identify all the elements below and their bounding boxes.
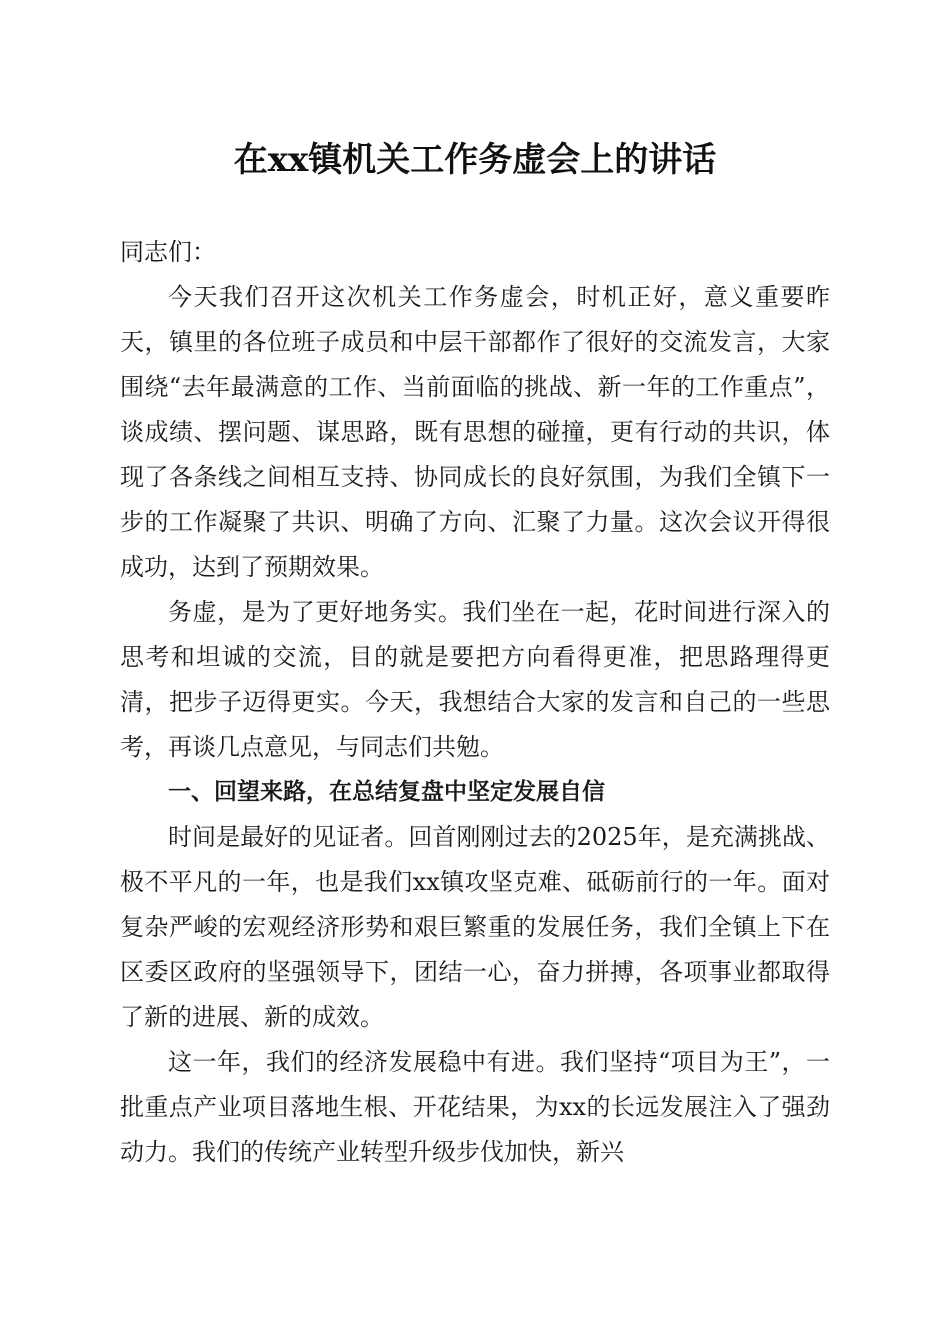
- paragraph-opening: 今天我们召开这次机关工作务虚会，时机正好，意义重要昨天，镇里的各位班子成员和中层干部都作了很好的交流发言，大家围绕“去年最满意的工作、当前面临的挑战、新一年的工作重点”，谈成绩、摆问题、谋思路，既有思想的碰撞，更有行动的共识，体现了各条线之间相互支持、协同成长的良好氛围，为我们全镇下一步的工作凝聚了共识、明确了方向、汇聚了力量。这次会议开得很成功，达到了预期效果。: [120, 283, 830, 581]
- section-heading-1: 一、回望来路，在总结复盘中坚定发展自信: [168, 779, 605, 805]
- paragraph-purpose: 务虚，是为了更好地务实。我们坐在一起，花时间进行深入的思考和坦诚的交流，目的就是要把方向看得更准，把思路理得更清，把步子迈得更实。今天，我想结合大家的发言和自己的一些思考，再谈几点意见，与同志们共勉。: [120, 598, 830, 761]
- paragraph-economy: 这一年，我们的经济发展稳中有进。我们坚持“项目为王”，一批重点产业项目落地生根、开花结果，为xx的长远发展注入了强劲动力。我们的传统产业转型升级步伐加快，新兴: [120, 1048, 830, 1166]
- salutation: 同志们：: [120, 238, 216, 266]
- document-title: 在xx镇机关工作务虚会上的讲话: [233, 140, 717, 180]
- paragraph-review: 时间是最好的见证者。回首刚刚过去的2025年，是充满挑战、极不平凡的一年，也是我们xx镇攻坚克难、砥砺前行的一年。面对复杂严峻的宏观经济形势和艰巨繁重的发展任务，我们全镇上下在区委区政府的坚强领导下，团结一心，奋力拼搏，各项事业都取得了新的进展、新的成效。: [120, 823, 830, 1031]
- document-body: [120, 230, 830, 1175]
